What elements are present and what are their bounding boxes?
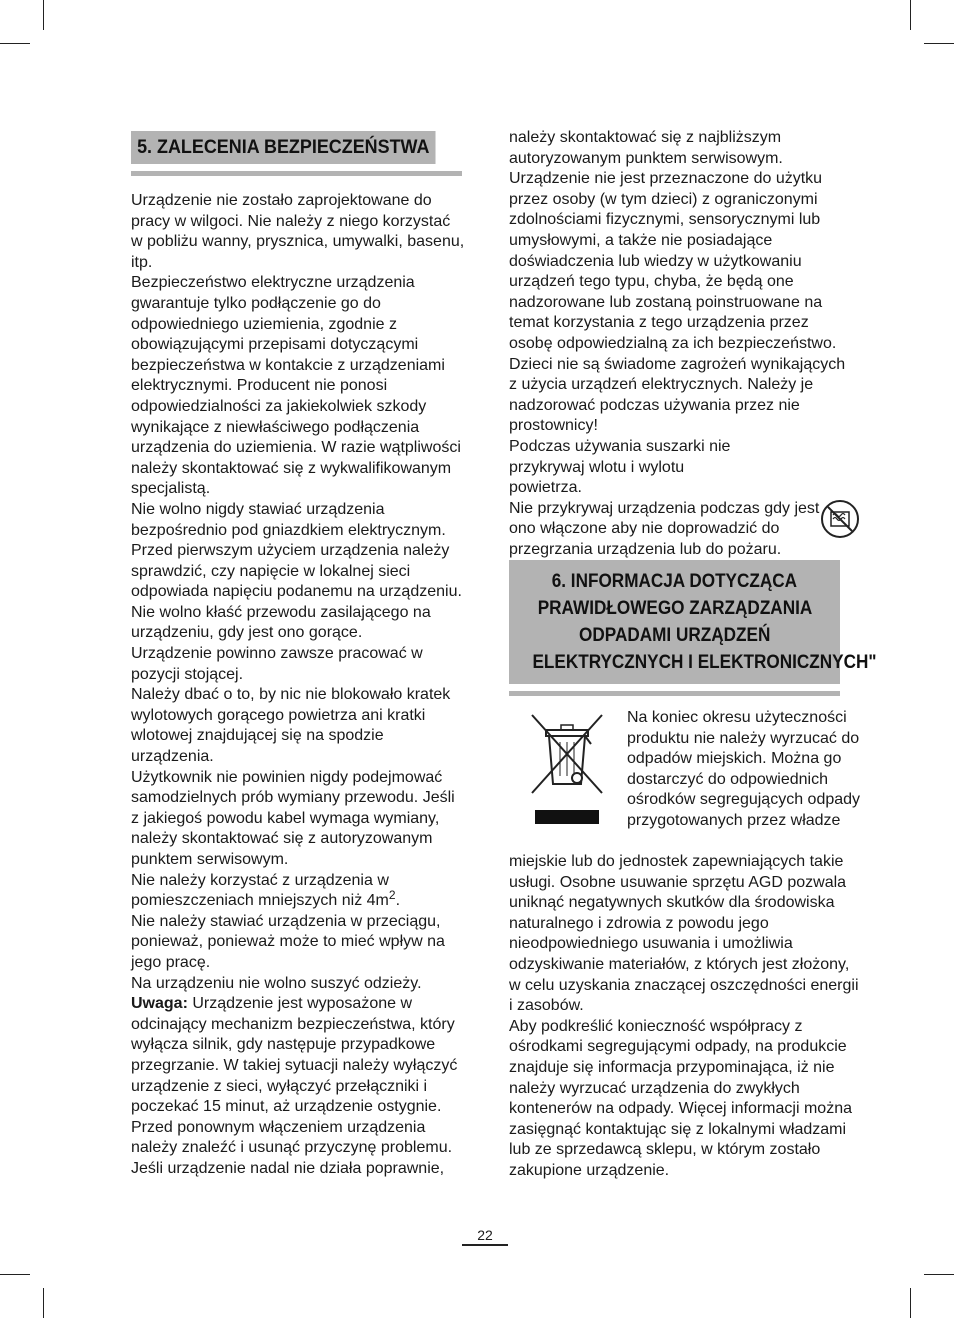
paragraph: Urządzenie nie jest przeznaczone do użytku przez osoby (w tym dzieci) z ograniczonymi zdolnościami fizycznymi, sensorycznymi lub umysłowymi, a także nie posiadające doświadczenia lub wiedzy w użytkowaniu urządzeń tego typu, chyba, że będą one nadzorowane lub zostaną poinstruowane na temat korzystania z tego urządzenia przez osobę odpowiedzialną za ich bezpieczeństwo. xyxy=(509,170,837,352)
section-6-heading xyxy=(509,560,877,684)
warning-label: Uwaga: xyxy=(131,995,188,1013)
page-number-rule xyxy=(462,1244,508,1246)
crop-mark xyxy=(924,1274,954,1275)
page-number: 22 xyxy=(477,1227,493,1243)
paragraph: Aby podkreślić konieczność współpracy z ośrodkami segregującymi odpady, na produkcie znajduje się informacja przypominająca, iż nie należy wyrzucać urządzenia do zwykłych kontenerów na odpady. Więcej informacji można zasięgnąć kontaktując się z lokalnymi władzami lub ze sprzedawcą sklepu, w którym zostało zakupione urządzenie. xyxy=(509,1017,852,1179)
do-not-cover-icon xyxy=(820,499,860,539)
section-5-heading: 5. ZALECENIA BEZPIECZEŃSTWA xyxy=(131,131,436,164)
warning-text: Urządzenie jest wyposażone w odcinający mechanizm bezpieczeństwa, który wyłącza silnik, gdy następuje przypadkowe przegrzanie. W takiej sytuacji należy wyłączyć urządzenie z sieci, wyłączyć przełączniki i poczekać 15 minut, aż urządzenie ostygnie. Przed ponownym włączeniem urządzenia należy znaleźć i usunąć przyczynę problemu. Jeśli urządzenie nadal nie działa poprawnie, xyxy=(131,995,458,1177)
weee-continuation xyxy=(509,852,859,1182)
heading-line: ELEKTRYCZNYCH I ELEKTRONICZNYCH" xyxy=(532,651,877,673)
paragraph: miejskie lub do jednostek zapewniających takie usługi. Osobne usuwanie sprzętu AGD pozwala uniknąć negatywnych skutków dla środowiska naturalnego i zdrowia z powodu jego nieodpowiedniego usuwania i umożliwia odzyskiwanie materiałów, z których jest złożony, w celu uzyskania znaczącej oszczędności energii i zasobów. xyxy=(509,853,859,1015)
paragraph: Nie wolno kłaść przewodu zasilającego na urządzeniu, gdy jest ono gorące. xyxy=(131,603,431,642)
heading-line: PRAWIDŁOWEGO ZARZĄDZANIA xyxy=(537,597,812,619)
crop-mark xyxy=(0,43,30,44)
paragraph: Urządzenie nie zostało zaprojektowane do pracy w wilgoci. Nie należy z niego korzystać w pobliżu wanny, prysznica, umywalki, basenu, itp. xyxy=(131,192,465,271)
left-column xyxy=(131,191,466,1180)
paragraph: Dzieci nie są świadome zagrożeń wynikających z użycia urządzeń elektrycznych. Należy je nadzorować podczas używania przez nie prostownicy! xyxy=(509,355,846,435)
paragraph: Użytkownik nie powinien nigdy podejmować samodzielnych prób wymiany przewodu. Jeśli z jakiegoś powodu kabel wymaga wymiany, należy skontaktować się z autoryzowanym punktem serwisowym. xyxy=(131,768,455,868)
paragraph-room-size xyxy=(131,871,466,912)
crop-mark xyxy=(0,1274,30,1275)
heading-underline xyxy=(509,691,840,696)
paragraph: Urządzenie powinno zawsze pracować w pozycji stojącej. xyxy=(131,645,423,683)
crop-mark xyxy=(43,0,44,30)
paragraph: Nie należy stawiać urządzenia w przeciągu, ponieważ, ponieważ może to mieć wpływ na jego pracę. xyxy=(131,912,445,971)
paragraph: Na urządzeniu nie wolno suszyć odzieży. xyxy=(131,974,422,992)
right-column-top xyxy=(509,128,854,560)
heading-underline xyxy=(131,171,462,176)
heading-line: 6. INFORMACJA DOTYCZĄCA xyxy=(551,570,798,592)
room-size-text: Nie należy korzystać z urządzenia w pomieszczeniach mniejszych niż 4m xyxy=(131,871,389,910)
paragraph: Podczas używania suszarki nie przykrywaj wlotu i wylotu powietrza. xyxy=(509,437,731,497)
paragraph: Należy dbać o to, by nic nie blokowało kratek wylotowych gorącego powietrza ani kratki wlotowej znajdującej się na spodzie urządzenia. xyxy=(131,686,451,766)
paragraph: należy skontaktować się z najbliższym autoryzowanym punktem serwisowym. xyxy=(509,129,783,167)
period: . xyxy=(395,892,401,910)
crop-mark xyxy=(43,1288,44,1318)
weee-text: Na koniec okresu użyteczności produktu nie należy wyrzucać do odpadów miejskich. Można go dostarczyć do odpowiednich ośrodków segregujących odpady przygotowanych przez władze xyxy=(627,709,861,829)
warning-paragraph xyxy=(131,994,466,1179)
crop-mark xyxy=(924,43,954,44)
paragraph: Nie wolno nigdy stawiać urządzenia bezpośrednio pod gniazdkiem elektrycznym. xyxy=(131,500,446,539)
paragraph: Bezpieczeństwo elektryczne urządzenia gwarantuje tylko podłączenie go do odpowiedniego uziemienia, zgodnie z obowiązującymi przepisami dotyczącymi bezpieczeństwa w kontakcie z urządzeniami elektrycznymi. Producent nie ponosi odpowiedzialności za jakiekolwiek szkody wynikające z niewłaściwego podłączenia urządzenia do uziemienia. W razie wątpliwości należy skontaktować się z wykwalifikowanym specjalistą. xyxy=(131,274,461,498)
paragraph: Przed pierwszym użyciem urządzenia należy sprawdzić, czy napięcie w lokalnej sieci odpowiada napięciu podanemu na urządzeniu. xyxy=(131,542,462,601)
heading-line: ODPADAMI URZĄDZEŃ xyxy=(578,624,771,646)
superscript: 2 xyxy=(388,888,396,903)
crop-mark xyxy=(910,1288,911,1318)
crop-mark xyxy=(910,0,911,30)
paragraph: Nie przykrywaj urządzenia podczas gdy jest ono włączone aby nie doprowadzić do przegrzania urządzenia lub do pożaru. xyxy=(509,499,820,558)
crossed-out-wheelie-bin-icon xyxy=(527,712,607,828)
